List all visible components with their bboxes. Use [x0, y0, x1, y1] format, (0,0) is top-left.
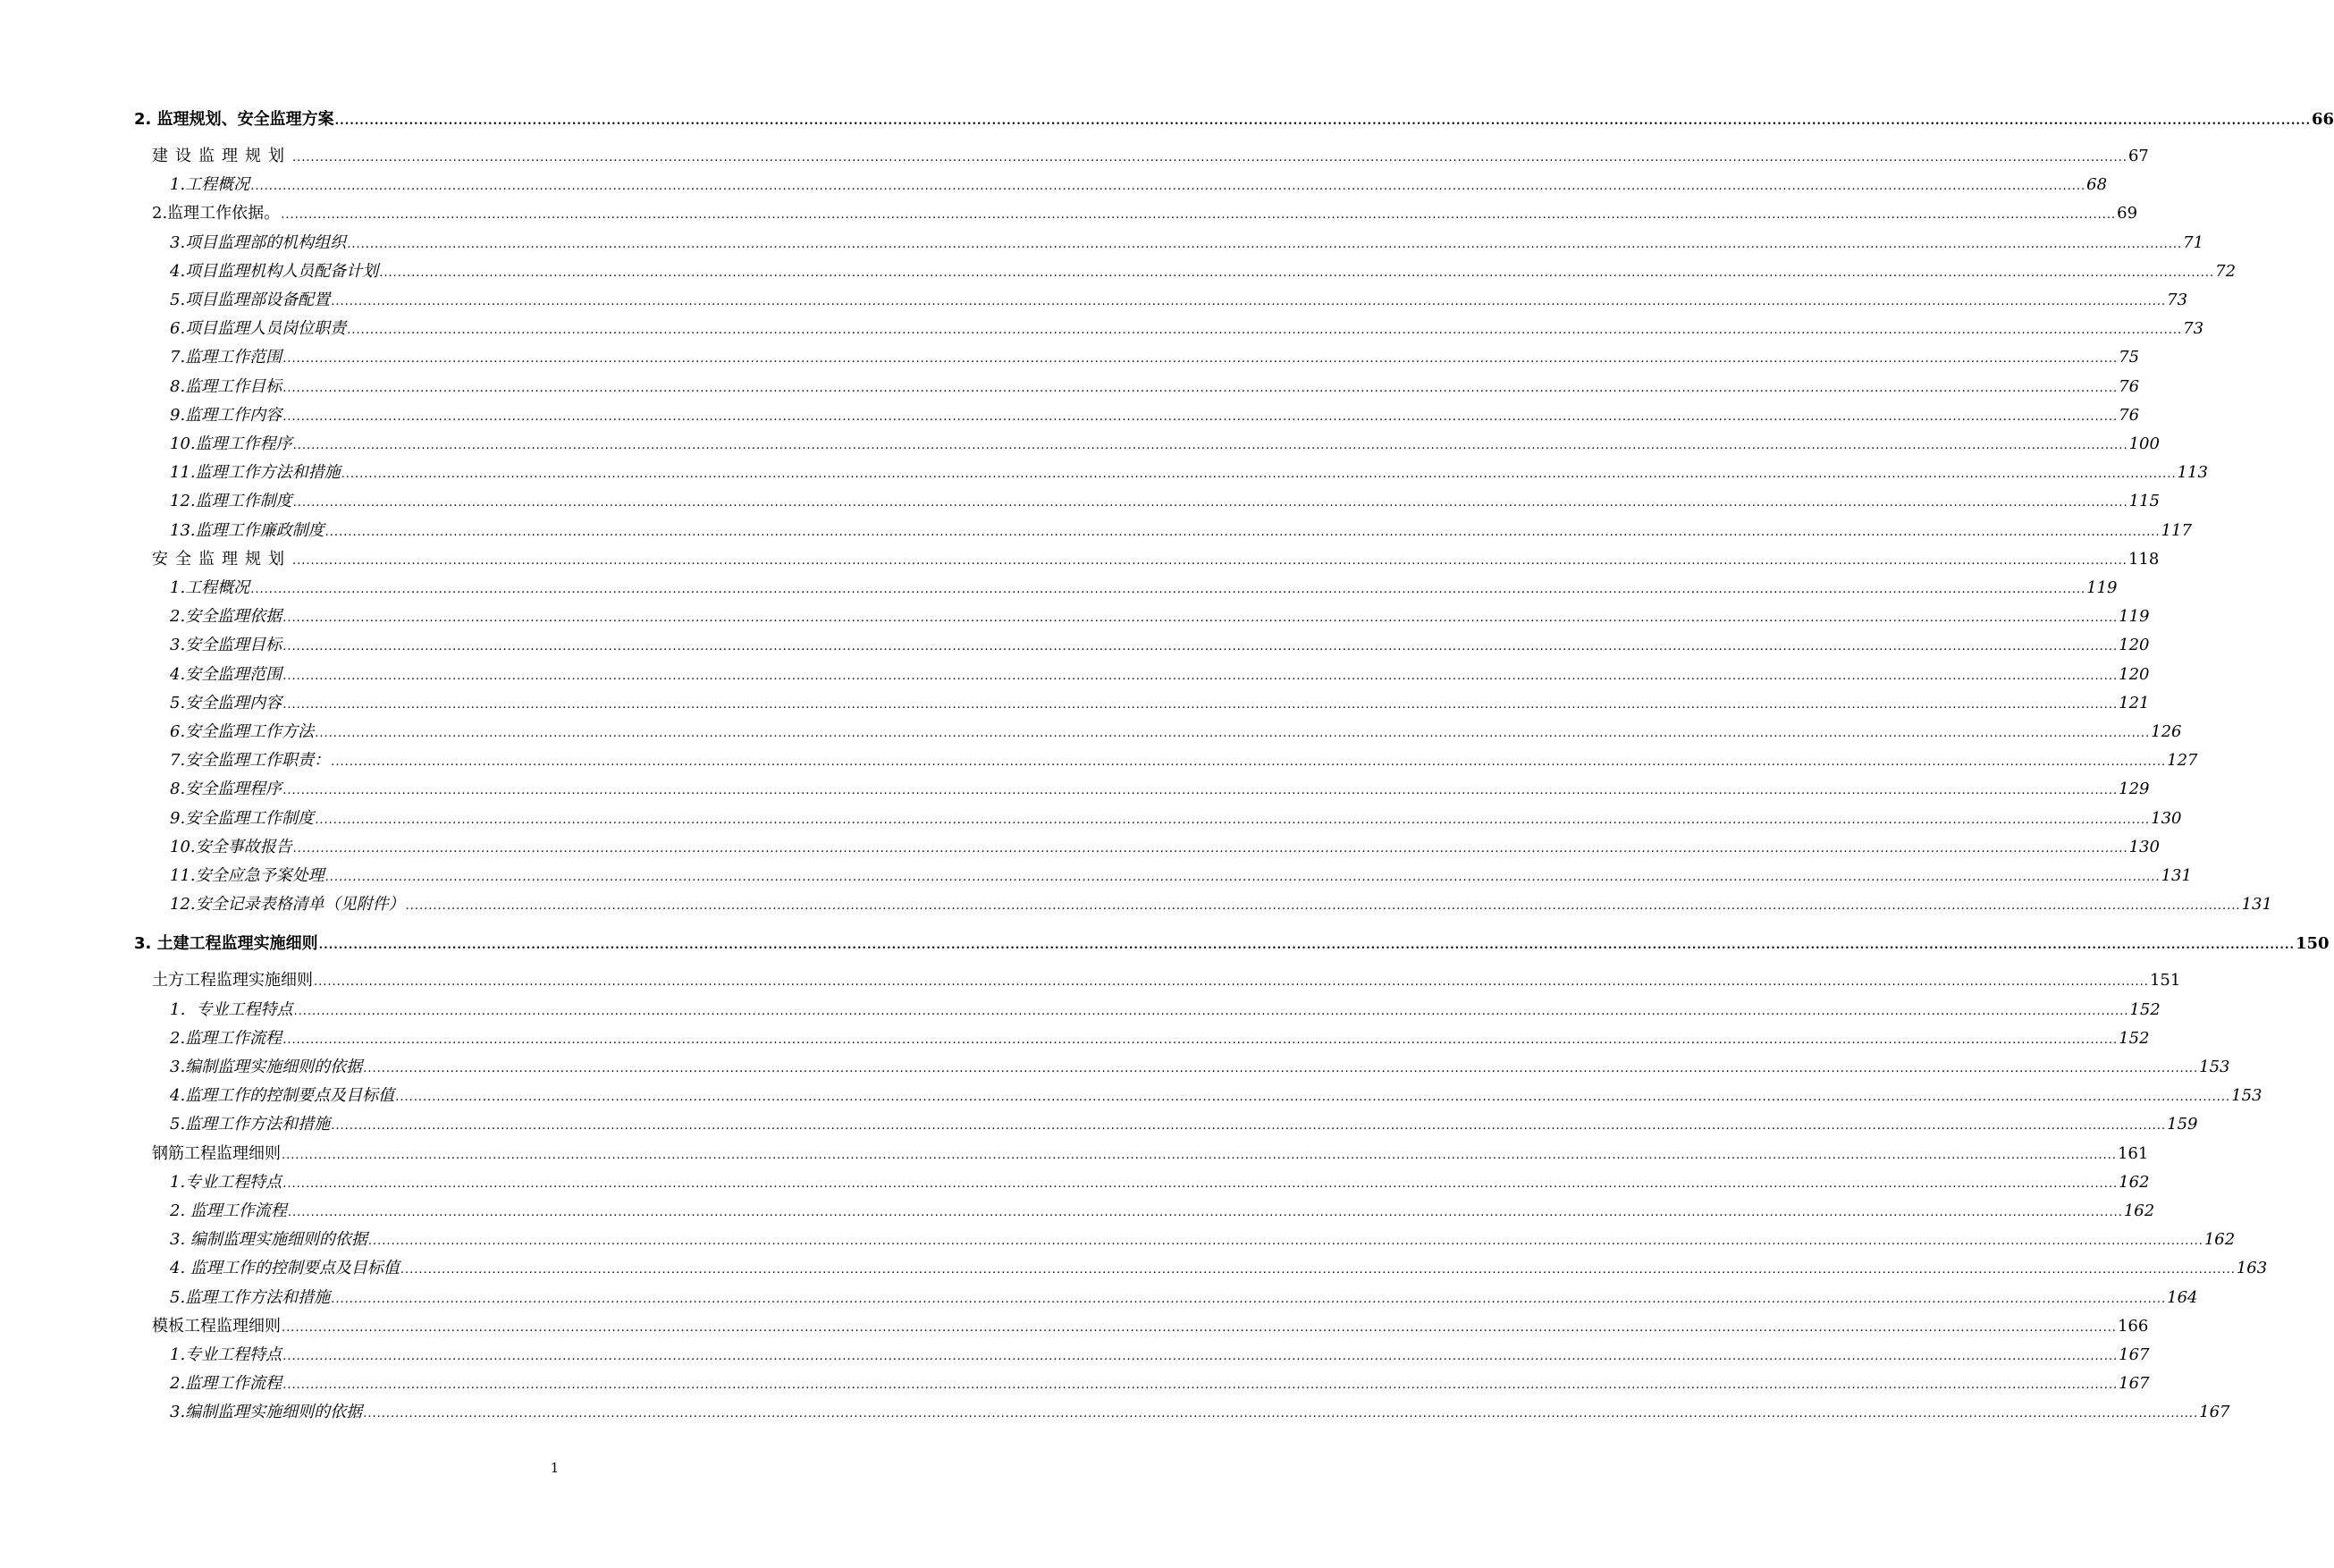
toc-entry[interactable]	[152, 549, 2160, 572]
toc-entry[interactable]	[170, 664, 2150, 687]
toc-entry[interactable]	[170, 520, 2192, 544]
toc-entry[interactable]	[170, 577, 2118, 601]
toc-entry[interactable]	[170, 1028, 2150, 1051]
dot-leader: ................................................................................................................................................................................................................................................................................................................................................................................................................	[250, 583, 2086, 596]
toc-entry-title: 2.监理工作流程	[170, 1374, 282, 1394]
toc-entry-title: 模板工程监理细则	[152, 1316, 281, 1336]
dot-leader: ................................................................................................................................................................................................................................................................................................................................................................................................................	[324, 871, 2161, 884]
toc-entry[interactable]	[134, 933, 2330, 957]
dot-leader: ................................................................................................................................................................................................................................................................................................................................................................................................................	[315, 813, 2151, 827]
toc-entry-title: 4.项目监理机构人员配备计划	[170, 261, 379, 281]
toc-entry-title: 2.监理工作依据。	[152, 204, 281, 223]
toc-entry-page: 66	[2312, 110, 2334, 129]
toc-entry-page: 75	[2119, 348, 2140, 367]
toc-entry[interactable]	[170, 1172, 2150, 1195]
toc-entry[interactable]	[170, 808, 2182, 831]
toc-entry-title: 5.监理工作方法和措施	[170, 1115, 331, 1134]
toc-entry-page: 100	[2128, 434, 2160, 453]
toc-entry[interactable]	[152, 1143, 2149, 1167]
toc-entry-title: 1.专业工程特点	[170, 1172, 282, 1192]
dot-leader: ................................................................................................................................................................................................................................................................................................................................................................................................................	[282, 1148, 2117, 1162]
toc-entry[interactable]	[134, 109, 2334, 132]
toc-entry-title: 3.编制监理实施细则的依据	[170, 1403, 363, 1422]
toc-entry[interactable]	[170, 750, 2198, 773]
toc-entry-title: 土方工程监理实施细则	[152, 971, 313, 991]
toc-entry[interactable]	[170, 434, 2160, 457]
dot-leader: ................................................................................................................................................................................................................................................................................................................................................................................................................	[282, 1378, 2119, 1393]
dot-leader: ................................................................................................................................................................................................................................................................................................................................................................................................................	[331, 755, 2167, 770]
toc-entry-page: 129	[2119, 780, 2150, 799]
toc-entry-page: 76	[2119, 405, 2140, 425]
toc-entry-title: 2. 监理规划、安全监理方案	[134, 110, 334, 129]
toc-entry[interactable]	[170, 721, 2182, 745]
toc-entry-page: 67	[2128, 147, 2149, 165]
toc-entry-page: 73	[2183, 319, 2204, 339]
dot-leader: ................................................................................................................................................................................................................................................................................................................................................................................................................	[347, 324, 2183, 338]
dot-leader: ................................................................................................................................................................................................................................................................................................................................................................................................................	[282, 352, 2119, 367]
dot-leader: ................................................................................................................................................................................................................................................................................................................................................................................................................	[331, 1119, 2167, 1134]
toc-entry-title: 4.监理工作的控制要点及目标值	[170, 1086, 395, 1106]
dot-leader: ................................................................................................................................................................................................................................................................................................................................................................................................................	[292, 841, 2128, 856]
dot-leader: ................................................................................................................................................................................................................................................................................................................................................................................................................	[250, 180, 2086, 194]
toc-entry[interactable]	[170, 606, 2150, 629]
toc-entry-title: 安全监理规划	[152, 549, 291, 569]
toc-entry-title: 3. 编制监理实施细则的依据	[170, 1230, 367, 1250]
dot-leader: ................................................................................................................................................................................................................................................................................................................................................................................................................	[363, 1062, 2199, 1075]
dot-leader: ................................................................................................................................................................................................................................................................................................................................................................................................................	[282, 1320, 2117, 1335]
dot-leader: ................................................................................................................................................................................................................................................................................................................................................................................................................	[331, 295, 2167, 308]
toc-entry-title: 4.安全监理范围	[170, 664, 282, 684]
toc-entry-title: 钢筋工程监理细则	[152, 1143, 281, 1163]
toc-entry[interactable]	[170, 894, 2272, 917]
toc-entry-title: 5.监理工作方法和措施	[170, 1287, 331, 1307]
dot-leader: ................................................................................................................................................................................................................................................................................................................................................................................................................	[292, 439, 2128, 452]
toc-entry-title: 1.工程概况	[170, 175, 250, 195]
toc-entry-page: 131	[2161, 866, 2192, 885]
toc-entry[interactable]	[170, 1402, 2230, 1425]
dot-leader: ................................................................................................................................................................................................................................................................................................................................................................................................................	[282, 1350, 2119, 1363]
toc-entry-title: 11.监理工作方法和措施	[170, 463, 341, 483]
page-number: 1	[550, 1460, 560, 1476]
dot-leader: ................................................................................................................................................................................................................................................................................................................................................................................................................	[282, 784, 2119, 798]
toc-entry-page: 161	[2117, 1143, 2149, 1163]
dot-leader: ................................................................................................................................................................................................................................................................................................................................................................................................................	[318, 939, 2295, 953]
toc-entry-page: 164	[2167, 1287, 2198, 1307]
dot-leader: ................................................................................................................................................................................................................................................................................................................................................................................................................	[315, 727, 2151, 740]
toc-entry-page: 152	[2129, 999, 2161, 1019]
dot-leader: ................................................................................................................................................................................................................................................................................................................................................................................................................	[324, 525, 2161, 539]
toc-entry[interactable]	[170, 1085, 2262, 1109]
dot-leader: ................................................................................................................................................................................................................................................................................................................................................................................................................	[282, 697, 2119, 712]
toc-entry-page: 69	[2117, 204, 2138, 223]
toc-entry[interactable]	[152, 203, 2138, 226]
toc-entry-page: 120	[2119, 664, 2150, 684]
toc-entry-title: 1.工程概况	[170, 578, 250, 597]
toc-entry-page: 166	[2117, 1316, 2149, 1336]
toc-entry[interactable]	[170, 1373, 2150, 1396]
toc-entry-title: 2.安全监理依据	[170, 607, 282, 627]
toc-entry-title: 9.监理工作内容	[170, 405, 282, 425]
dot-leader: ................................................................................................................................................................................................................................................................................................................................................................................................................	[293, 1004, 2129, 1018]
toc-entry-page: 130	[2128, 837, 2160, 856]
toc-entry-title: 8.监理工作目标	[170, 376, 282, 396]
dot-leader: ................................................................................................................................................................................................................................................................................................................................................................................................................	[282, 381, 2119, 395]
dot-leader: ................................................................................................................................................................................................................................................................................................................................................................................................................	[282, 640, 2119, 654]
toc-entry-title: 3.安全监理目标	[170, 636, 282, 655]
toc-entry-title: 10.安全事故报告	[170, 837, 292, 856]
toc-entry-page: 72	[2215, 261, 2237, 281]
dot-leader: ................................................................................................................................................................................................................................................................................................................................................................................................................	[282, 1176, 2119, 1191]
dot-leader: ................................................................................................................................................................................................................................................................................................................................................................................................................	[281, 208, 2117, 223]
toc-entry-page: 113	[2177, 463, 2208, 483]
toc-entry[interactable]	[170, 1345, 2150, 1368]
toc-entry-page: 119	[2086, 578, 2118, 597]
toc-entry-page: 71	[2183, 232, 2204, 252]
toc-entry[interactable]	[170, 290, 2188, 313]
toc-entry[interactable]	[170, 1287, 2198, 1311]
toc-entry-title: 12.监理工作制度	[170, 492, 292, 511]
toc-entry-page: 153	[2231, 1086, 2262, 1106]
toc-entry-title: 建设监理规划	[152, 147, 291, 165]
toc-entry[interactable]	[170, 491, 2160, 514]
toc-entry[interactable]	[170, 232, 2204, 256]
dot-leader: ................................................................................................................................................................................................................................................................................................................................................................................................................	[341, 468, 2177, 482]
toc-entry-page: 115	[2128, 492, 2160, 511]
dot-leader: ................................................................................................................................................................................................................................................................................................................................................................................................................	[347, 237, 2183, 251]
toc-entry[interactable]	[170, 376, 2140, 400]
toc-entry-title: 10.监理工作程序	[170, 434, 292, 453]
toc-entry[interactable]	[170, 1114, 2198, 1137]
toc-entry-page: 121	[2119, 693, 2150, 712]
toc-entry-title: 1．专业工程特点	[170, 999, 293, 1019]
toc-entry[interactable]	[170, 1229, 2236, 1252]
toc-entry-title: 3. 土建工程监理实施细则	[134, 934, 318, 954]
toc-entry-page: 73	[2167, 291, 2188, 309]
toc-entry-page: 163	[2236, 1259, 2268, 1278]
toc-entry[interactable]	[170, 462, 2208, 485]
toc-entry-page: 130	[2151, 808, 2182, 828]
toc-entry-title: 5.安全监理内容	[170, 693, 282, 712]
toc-entry-page: 118	[2128, 549, 2160, 569]
toc-entry-title: 4. 监理工作的控制要点及目标值	[170, 1259, 400, 1278]
dot-leader: ................................................................................................................................................................................................................................................................................................................................................................................................................	[367, 1235, 2203, 1249]
toc-entry-page: 162	[2123, 1201, 2155, 1220]
toc-entry-page: 167	[2119, 1374, 2150, 1394]
toc-entry[interactable]	[170, 318, 2204, 341]
toc-entry-page: 167	[2119, 1345, 2150, 1364]
dot-leader: ................................................................................................................................................................................................................................................................................................................................................................................................................	[292, 496, 2128, 510]
toc-entry-title: 2. 监理工作流程	[170, 1201, 287, 1220]
toc-entry-title: 11.安全应急予案处理	[170, 866, 324, 885]
toc-entry-title: 6.项目监理人员岗位职责	[170, 319, 347, 339]
toc-entry[interactable]	[170, 261, 2237, 284]
toc-entry-page: 159	[2167, 1115, 2198, 1134]
dot-leader: ................................................................................................................................................................................................................................................................................................................................................................................................................	[363, 1407, 2199, 1421]
toc-entry-page: 151	[2149, 971, 2181, 991]
toc-entry-title: 5.项目监理部设备配置	[170, 291, 331, 309]
toc-entry-page: 127	[2167, 751, 2198, 771]
toc-entry-title: 7.监理工作范围	[170, 348, 282, 367]
toc-entry[interactable]	[152, 1316, 2149, 1339]
toc-entry-page: 120	[2119, 636, 2150, 655]
dot-leader: ................................................................................................................................................................................................................................................................................................................................................................................................................	[287, 1206, 2123, 1219]
dot-leader: ................................................................................................................................................................................................................................................................................................................................................................................................................	[379, 266, 2215, 280]
dot-leader: ................................................................................................................................................................................................................................................................................................................................................................................................................	[282, 611, 2119, 626]
toc-entry[interactable]	[170, 1057, 2230, 1080]
dot-leader: ................................................................................................................................................................................................................................................................................................................................................................................................................	[282, 409, 2119, 424]
dot-leader: ................................................................................................................................................................................................................................................................................................................................................................................................................	[395, 1091, 2231, 1105]
toc-entry-title: 3.项目监理部的机构组织	[170, 232, 347, 252]
toc-entry-title: 3.编制监理实施细则的依据	[170, 1058, 363, 1076]
toc-entry-page: 117	[2161, 520, 2192, 540]
toc-entry-page: 162	[2203, 1230, 2236, 1250]
toc-entry-title: 8.安全监理程序	[170, 780, 282, 799]
toc-entry[interactable]	[170, 347, 2140, 370]
dot-leader: ................................................................................................................................................................................................................................................................................................................................................................................................................	[405, 899, 2241, 914]
toc-entry[interactable]	[170, 635, 2150, 658]
dot-leader: ................................................................................................................................................................................................................................................................................................................................................................................................................	[331, 1292, 2167, 1306]
dot-leader: ................................................................................................................................................................................................................................................................................................................................................................................................................	[334, 114, 2311, 128]
toc-entry-page: 126	[2151, 722, 2182, 741]
toc-entry-page: 68	[2086, 175, 2108, 195]
toc-entry[interactable]	[152, 146, 2149, 169]
dot-leader: ................................................................................................................................................................................................................................................................................................................................................................................................................	[314, 975, 2149, 990]
dot-leader: ................................................................................................................................................................................................................................................................................................................................................................................................................	[292, 151, 2128, 164]
dot-leader: ................................................................................................................................................................................................................................................................................................................................................................................................................	[282, 669, 2119, 683]
toc-entry-page: 119	[2119, 607, 2150, 627]
dot-leader: ................................................................................................................................................................................................................................................................................................................................................................................................................	[282, 1033, 2119, 1047]
toc-entry-page: 167	[2199, 1403, 2230, 1422]
toc-entry[interactable]	[170, 405, 2140, 428]
toc-entry[interactable]	[170, 1258, 2268, 1281]
toc-entry-page: 150	[2296, 934, 2330, 954]
toc-entry-title: 12.安全记录表格清单（见附件）	[170, 895, 405, 915]
toc-entry[interactable]	[170, 865, 2192, 889]
toc-entry-page: 152	[2119, 1028, 2150, 1048]
toc-entry-title: 9.安全监理工作制度	[170, 808, 315, 828]
dot-leader: ................................................................................................................................................................................................................................................................................................................................................................................................................	[292, 553, 2128, 568]
toc-entry[interactable]	[152, 970, 2181, 993]
toc-entry-title: 6.安全监理工作方法	[170, 722, 315, 741]
toc-entry[interactable]	[170, 779, 2150, 802]
toc-entry-page: 153	[2199, 1058, 2230, 1076]
toc-entry-title: 7.安全监理工作职责：	[170, 751, 331, 771]
toc-entry[interactable]	[170, 837, 2160, 860]
toc-entry[interactable]	[170, 174, 2108, 198]
toc-entry-title: 1.专业工程特点	[170, 1345, 282, 1364]
toc-entry-title: 13.监理工作廉政制度	[170, 520, 324, 540]
toc-entry-title: 2.监理工作流程	[170, 1028, 282, 1048]
toc-entry-page: 162	[2119, 1172, 2150, 1192]
toc-entry-page: 131	[2241, 895, 2272, 915]
toc-entry[interactable]	[170, 693, 2150, 716]
toc-entry[interactable]	[170, 999, 2161, 1023]
toc-entry[interactable]	[170, 1201, 2155, 1224]
toc-entry-page: 76	[2119, 376, 2140, 396]
dot-leader: ................................................................................................................................................................................................................................................................................................................................................................................................................	[400, 1263, 2236, 1277]
